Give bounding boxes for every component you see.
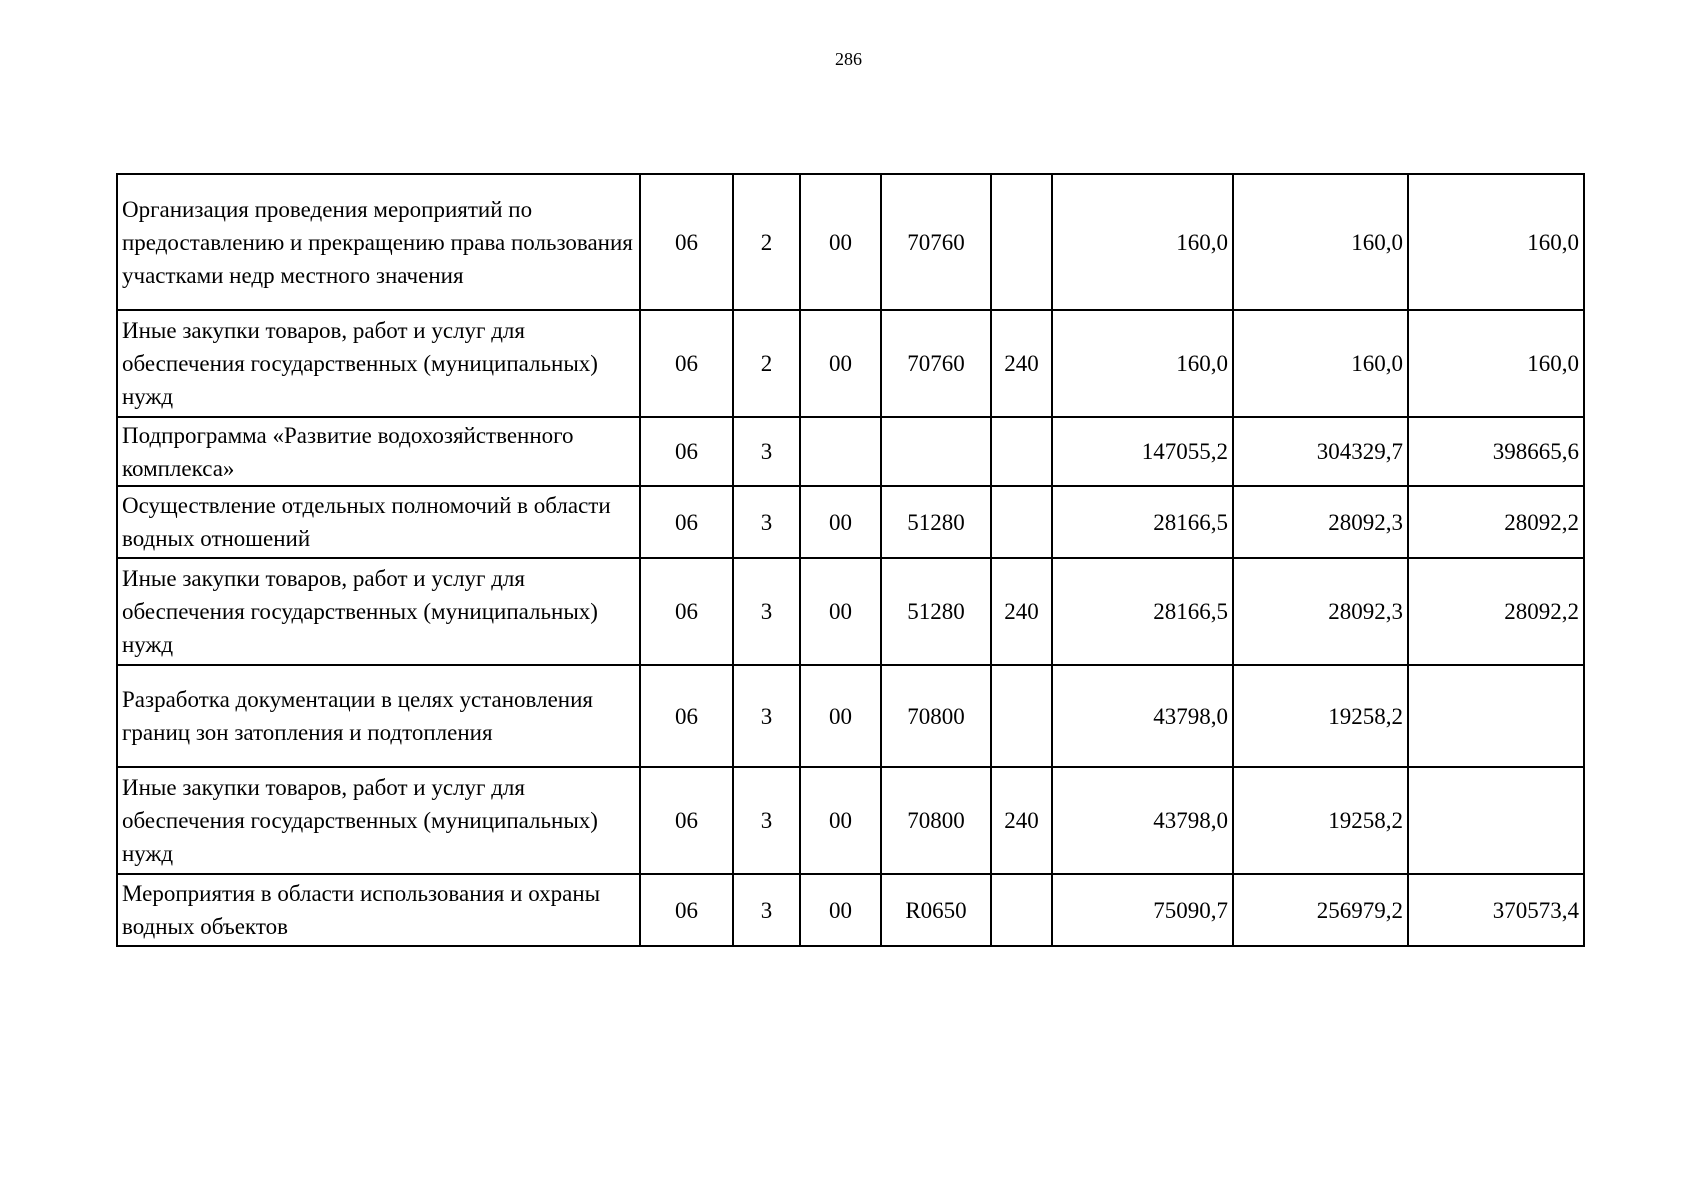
amount-year-3: 28092,2	[1408, 486, 1584, 558]
expense-type-code	[991, 874, 1052, 946]
amount-year-1: 28166,5	[1052, 558, 1233, 665]
table-row	[117, 665, 1584, 767]
event-code: 00	[800, 486, 881, 558]
amount-year-2: 19258,2	[1233, 665, 1408, 767]
section-code: 06	[640, 486, 733, 558]
amount-year-1: 147055,2	[1052, 417, 1233, 486]
section-code: 06	[640, 417, 733, 486]
amount-year-1: 43798,0	[1052, 665, 1233, 767]
section-code: 06	[640, 665, 733, 767]
event-code: 00	[800, 874, 881, 946]
amount-year-3	[1408, 665, 1584, 767]
direction-code: 70800	[881, 767, 991, 874]
subprogram-code: 3	[733, 558, 800, 665]
amount-year-2: 28092,3	[1233, 558, 1408, 665]
row-name: Мероприятия в области использования и охраны водных объектов	[117, 874, 640, 946]
row-name: Иные закупки товаров, работ и услуг для обеспечения государственных (муниципальных) нужд	[117, 310, 640, 417]
direction-code: 51280	[881, 558, 991, 665]
budget-table	[116, 173, 1585, 947]
amount-year-3: 28092,2	[1408, 558, 1584, 665]
table-row	[117, 310, 1584, 417]
direction-code: R0650	[881, 874, 991, 946]
expense-type-code: 240	[991, 310, 1052, 417]
subprogram-code: 2	[733, 174, 800, 310]
amount-year-1: 43798,0	[1052, 767, 1233, 874]
subprogram-code: 3	[733, 417, 800, 486]
row-name: Иные закупки товаров, работ и услуг для обеспечения государственных (муниципальных) нужд	[117, 767, 640, 874]
amount-year-2: 304329,7	[1233, 417, 1408, 486]
row-name: Иные закупки товаров, работ и услуг для обеспечения государственных (муниципальных) нужд	[117, 558, 640, 665]
amount-year-1: 160,0	[1052, 174, 1233, 310]
subprogram-code: 3	[733, 486, 800, 558]
expense-type-code: 240	[991, 558, 1052, 665]
table-row	[117, 767, 1584, 874]
event-code: 00	[800, 767, 881, 874]
subprogram-code: 3	[733, 767, 800, 874]
amount-year-3	[1408, 767, 1584, 874]
table-row	[117, 417, 1584, 486]
expense-type-code	[991, 665, 1052, 767]
table-row	[117, 558, 1584, 665]
amount-year-2: 28092,3	[1233, 486, 1408, 558]
direction-code: 70800	[881, 665, 991, 767]
section-code: 06	[640, 558, 733, 665]
row-name: Осуществление отдельных полномочий в области водных отношений	[117, 486, 640, 558]
section-code: 06	[640, 310, 733, 417]
direction-code: 51280	[881, 486, 991, 558]
expense-type-code	[991, 486, 1052, 558]
amount-year-1: 28166,5	[1052, 486, 1233, 558]
amount-year-3: 160,0	[1408, 174, 1584, 310]
row-name: Разработка документации в целях установления границ зон затопления и подтопления	[117, 665, 640, 767]
row-name: Организация проведения мероприятий по предоставлению и прекращению права пользования участками недр местного значения	[117, 174, 640, 310]
section-code: 06	[640, 874, 733, 946]
amount-year-2: 256979,2	[1233, 874, 1408, 946]
subprogram-code: 2	[733, 310, 800, 417]
expense-type-code	[991, 174, 1052, 310]
table-row	[117, 174, 1584, 310]
expense-type-code	[991, 417, 1052, 486]
page-number: 286	[835, 49, 862, 69]
table-row	[117, 874, 1584, 946]
event-code: 00	[800, 310, 881, 417]
direction-code: 70760	[881, 174, 991, 310]
subprogram-code: 3	[733, 665, 800, 767]
section-code: 06	[640, 174, 733, 310]
event-code: 00	[800, 174, 881, 310]
amount-year-3: 160,0	[1408, 310, 1584, 417]
amount-year-1: 160,0	[1052, 310, 1233, 417]
section-code: 06	[640, 767, 733, 874]
amount-year-3: 398665,6	[1408, 417, 1584, 486]
event-code: 00	[800, 558, 881, 665]
table-row	[117, 486, 1584, 558]
amount-year-2: 160,0	[1233, 310, 1408, 417]
subprogram-code: 3	[733, 874, 800, 946]
row-name: Подпрограмма «Развитие водохозяйственного комплекса»	[117, 417, 640, 486]
amount-year-1: 75090,7	[1052, 874, 1233, 946]
direction-code: 70760	[881, 310, 991, 417]
event-code: 00	[800, 665, 881, 767]
amount-year-2: 160,0	[1233, 174, 1408, 310]
amount-year-2: 19258,2	[1233, 767, 1408, 874]
direction-code	[881, 417, 991, 486]
expense-type-code: 240	[991, 767, 1052, 874]
event-code	[800, 417, 881, 486]
amount-year-3: 370573,4	[1408, 874, 1584, 946]
